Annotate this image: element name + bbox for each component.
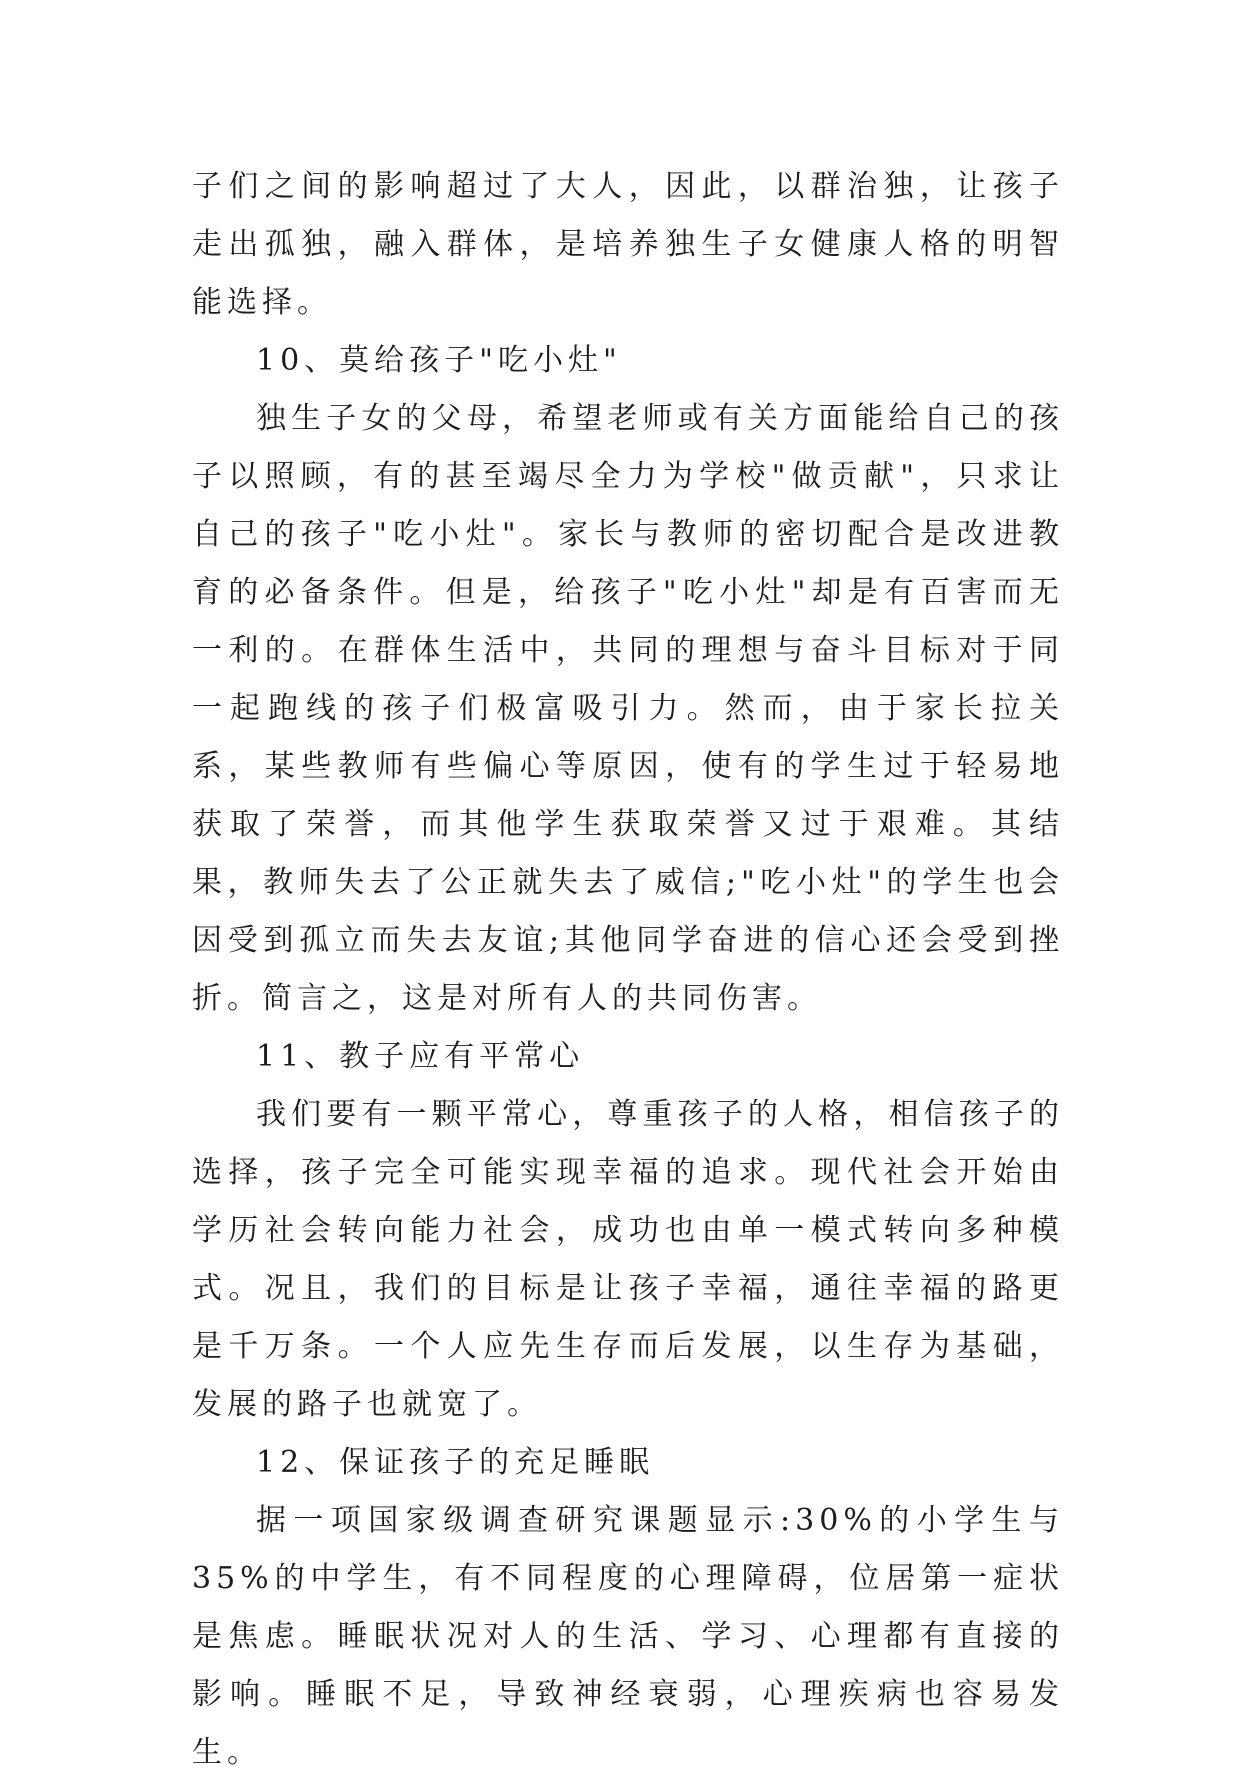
section-heading-12: 12、保证孩子的充足睡眠 bbox=[256, 1445, 655, 1480]
paragraph-section-12: 据一项国家级调查研究课题显示:30%的小学生与35%的中学生，有不同程度的心理障碍，位居第一症状是焦虑。睡眠状况对人的生活、学习、心理都有直接的影响。睡眠不足，导致神经衰弱，心理疾病也容易发生。 bbox=[192, 1503, 1064, 1770]
paragraph-section-11: 我们要有一颗平常心，尊重孩子的人格，相信孩子的选择，孩子完全可能实现幸福的追求。现代社会开始由学历社会转向能力社会，成功也由单一模式转向多种模式。况且，我们的目标是让孩子幸福，通往幸福的路更是千万条。一个人应先生存而后发展，以生存为基础，发展的路子也就宽了。 bbox=[192, 1097, 1064, 1422]
document-body bbox=[192, 158, 1064, 1782]
paragraph-continued: 子们之间的影响超过了大人，因此，以群治独，让孩子走出孤独，融入群体，是培养独生子女健康人格的明智能选择。 bbox=[192, 169, 1064, 320]
section-heading-11: 11、教子应有平常心 bbox=[256, 1039, 585, 1074]
section-heading-10: 10、莫给孩子"吃小灶" bbox=[256, 343, 622, 378]
paragraph-section-10: 独生子女的父母，希望老师或有关方面能给自己的孩子以照顾，有的甚至竭尽全力为学校"做贡献"，只求让自己的孩子"吃小灶"。家长与教师的密切配合是改进教育的必备条件。但是，给孩子"吃小灶"却是有百害而无一利的。在群体生活中，共同的理想与奋斗目标对于同一起跑线的孩子们极富吸引力。然而，由于家长拉关系，某些教师有些偏心等原因，使有的学生过于轻易地获取了荣誉，而其他学生获取荣誉又过于艰难。其结果，教师失去了公正就失去了威信;"吃小灶"的学生也会因受到孤立而失去友谊;其他同学奋进的信心还会受到挫折。简言之，这是对所有人的共同伤害。 bbox=[192, 401, 1064, 1016]
